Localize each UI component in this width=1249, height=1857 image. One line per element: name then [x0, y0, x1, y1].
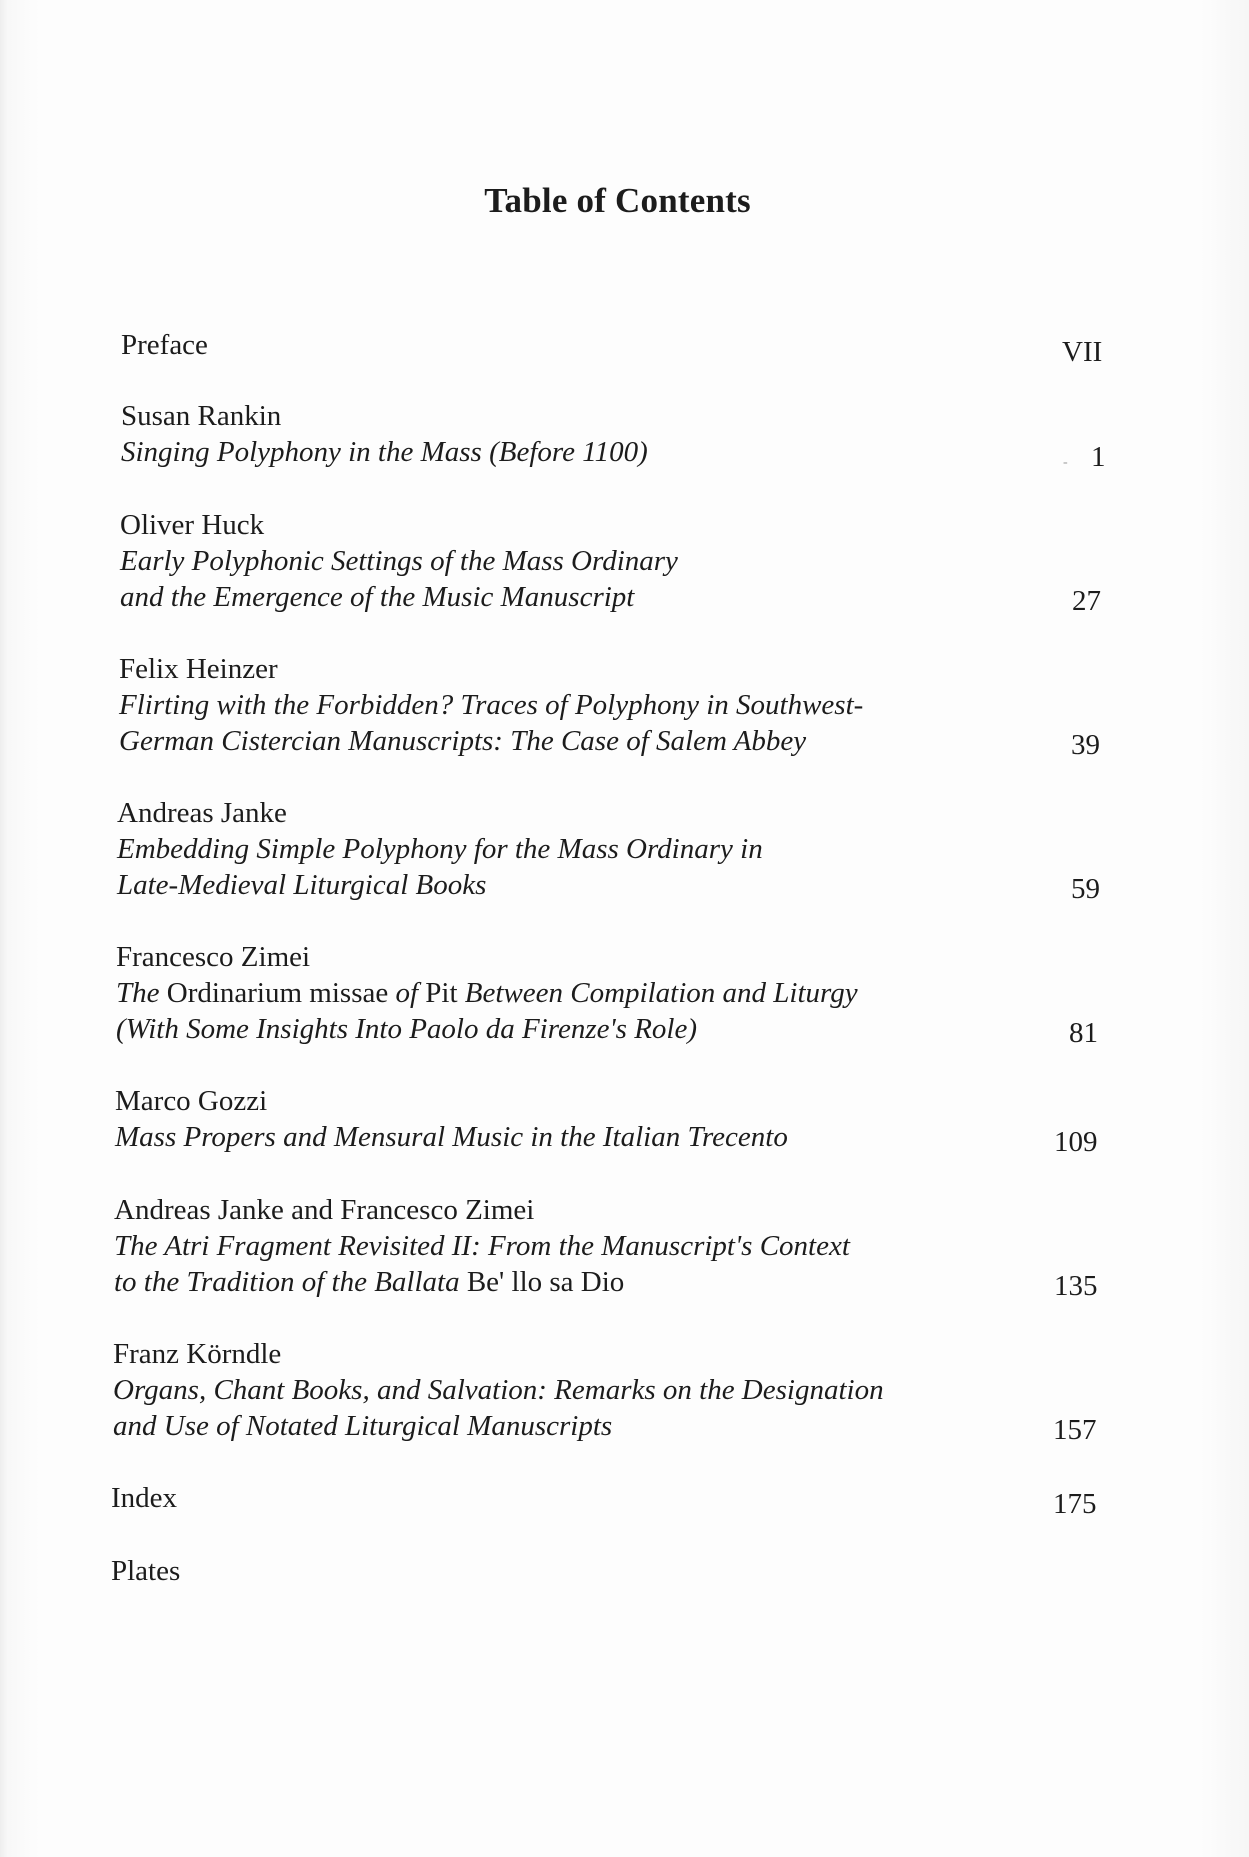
- page-number: 27: [1072, 585, 1101, 617]
- toc-entry: [117, 795, 1117, 903]
- toc-entry: [120, 507, 1120, 615]
- entry-author: Andreas Janke: [117, 797, 287, 829]
- page-number: 81: [1069, 1017, 1098, 1049]
- entry-title: Late-Medieval Liturgical Books: [117, 869, 487, 901]
- page-number: 59: [1071, 873, 1100, 905]
- entry-title: and Use of Notated Liturgical Manuscripts: [113, 1410, 613, 1442]
- toc-entry: [116, 939, 1116, 1047]
- toc-entry: [115, 1083, 1115, 1155]
- page-number: 1: [1091, 441, 1106, 473]
- toc-entry: [114, 1192, 1114, 1300]
- entry-author: Oliver Huck: [120, 509, 265, 541]
- entry-author: Felix Heinzer: [119, 653, 278, 685]
- entry-title: The Atri Fragment Revisited II: From the Manuscript's Context: [114, 1230, 850, 1262]
- toc-entry: [119, 651, 1119, 759]
- entry-title: to the Tradition of the Ballata Be' llo sa Dio: [114, 1266, 625, 1298]
- entry-title: German Cistercian Manuscripts: The Case of Salem Abbey: [119, 725, 807, 757]
- entry-title: The Ordinarium missae of Pit Between Compilation and Liturgy: [116, 977, 858, 1009]
- entry-title: Organs, Chant Books, and Salvation: Remarks on the Designation: [113, 1374, 884, 1406]
- page-number: 135: [1054, 1270, 1098, 1302]
- entry-title: Singing Polyphony in the Mass (Before 1100): [121, 436, 648, 468]
- toc-entry-preface: [121, 327, 1121, 363]
- entry-label: Index: [111, 1482, 178, 1514]
- entry-label: Plates: [111, 1555, 181, 1587]
- entry-author: Marco Gozzi: [115, 1085, 268, 1117]
- entry-author: Franz Körndle: [113, 1338, 282, 1370]
- page-number: 157: [1053, 1414, 1097, 1446]
- page-number: VII: [1062, 336, 1103, 368]
- entry-title: and the Emergence of the Music Manuscript: [120, 581, 635, 613]
- page-title: Table of Contents: [484, 181, 751, 220]
- toc-entry: [121, 398, 1121, 470]
- page-number: 175: [1053, 1488, 1097, 1520]
- entry-author: Francesco Zimei: [116, 941, 311, 973]
- entry-title: Embedding Simple Polyphony for the Mass Ordinary in: [117, 833, 763, 865]
- toc-entry: [113, 1336, 1113, 1444]
- page-number: 39: [1071, 729, 1100, 761]
- entry-label: Preface: [121, 329, 208, 361]
- entry-title: Flirting with the Forbidden? Traces of Polyphony in Southwest-: [119, 689, 864, 721]
- entry-title: Early Polyphonic Settings of the Mass Ordinary: [120, 545, 678, 577]
- entry-author: Andreas Janke and Francesco Zimei: [114, 1194, 535, 1226]
- print-speck: -: [1063, 455, 1068, 470]
- page-number: 109: [1054, 1126, 1098, 1158]
- toc-entry-index: [111, 1480, 1111, 1516]
- entry-title: (With Some Insights Into Paolo da Firenze's Role): [116, 1013, 698, 1045]
- toc-entry-plates: [111, 1553, 1111, 1589]
- entry-author: Susan Rankin: [121, 400, 282, 432]
- entry-title: Mass Propers and Mensural Music in the Italian Trecento: [115, 1121, 788, 1153]
